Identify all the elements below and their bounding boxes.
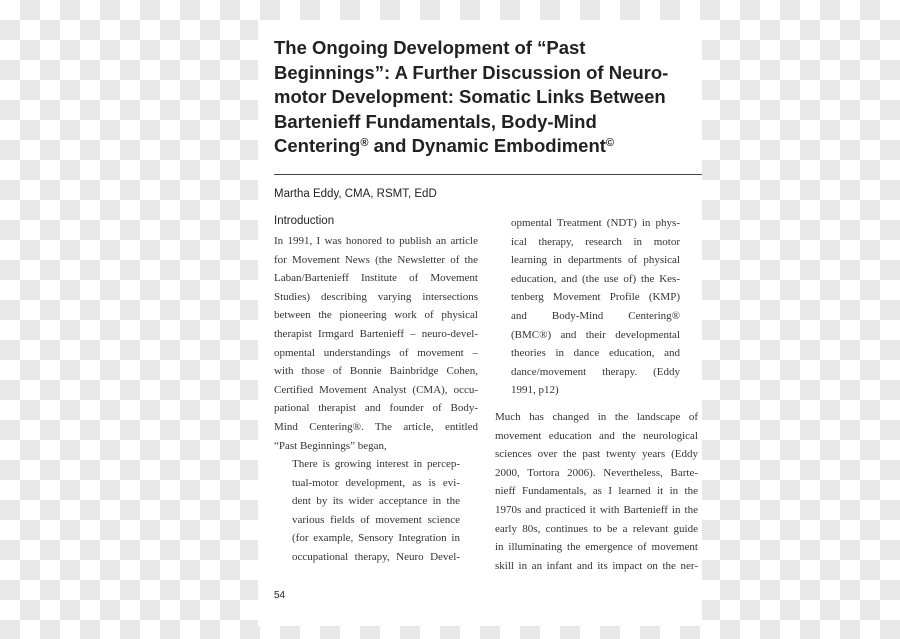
page-number: 54 xyxy=(274,590,286,601)
text-line: between the pioneering work of physical xyxy=(274,309,478,322)
text-line: tual-motor development, as is evi- xyxy=(292,476,460,489)
text-line: “Past Beginnings” began, xyxy=(274,439,387,452)
title-line: Beginnings”: A Further Discussion of Neuro- xyxy=(274,61,669,83)
copyright-mark: © xyxy=(605,137,615,150)
text-line: Studies) describing varying intersections xyxy=(274,290,478,303)
text-line: (for example, Sensory Integration in xyxy=(292,532,460,545)
title-line: motor Development: Somatic Links Between xyxy=(274,86,666,108)
text-line: for Movement News (the Newsletter of the xyxy=(274,253,478,266)
text-line: movement education and the neurological xyxy=(495,429,698,442)
text-line: There is growing interest in percep- xyxy=(292,458,460,470)
block-quote-start xyxy=(292,455,460,567)
text-line: (BMC®) and their developmental xyxy=(511,328,680,341)
paper-page xyxy=(258,20,702,626)
text-line: education, and (the use of) the Kes- xyxy=(511,272,680,285)
text-line: dent by its wider acceptance in the xyxy=(292,495,460,508)
title-line: Bartenieff Fundamentals, Body-Mind xyxy=(274,110,597,132)
right-column-text xyxy=(495,408,698,575)
text-line: Laban/Bartenieff Institute of Movement xyxy=(274,272,478,285)
text-line: sciences over the past twenty years (Eddy xyxy=(495,448,698,461)
text-line: In 1991, I was honored to publish an article xyxy=(274,235,478,247)
text-line: pational therapist and founder of Body- xyxy=(274,402,478,415)
title-line: The Ongoing Development of “Past xyxy=(274,37,586,58)
section-heading: Introduction xyxy=(274,215,335,227)
author-byline: Martha Eddy, CMA, RSMT, EdD xyxy=(274,188,437,200)
registered-mark: ® xyxy=(360,137,369,150)
block-quote-continued xyxy=(511,214,680,400)
text-line: early 80s, continues to be a relevant guide xyxy=(495,522,698,535)
text-line: learning in departments of physical xyxy=(511,254,680,267)
text-line: ical therapy, research in motor xyxy=(511,235,680,248)
text-line: nieff Fundamentals, as I learned it in the xyxy=(495,485,698,498)
text-line: skill in an infant and its impact on the ner- xyxy=(495,559,698,572)
title-line: and Dynamic Embodiment xyxy=(368,135,606,157)
title-line: Centering xyxy=(274,135,361,157)
text-line: and Body-Mind Centering® xyxy=(511,309,680,322)
text-line: Much has changed in the landscape of xyxy=(495,411,698,423)
article-title xyxy=(274,36,694,159)
text-line: various fields of movement science xyxy=(292,513,460,526)
text-line: in illuminating the emergence of movement xyxy=(495,541,698,554)
text-line: 2000, Tortora 2006). Nevertheless, Barte- xyxy=(495,466,698,479)
text-line: dance/movement therapy. (Eddy xyxy=(511,365,680,378)
text-line: with those of Bonnie Bainbridge Cohen, xyxy=(274,365,478,378)
text-line: tenberg Movement Profile (KMP) xyxy=(511,291,680,304)
text-line: Mind Centering®. The article, entitled xyxy=(274,420,478,433)
text-line: 1991, p12) xyxy=(511,384,559,397)
text-line: 1970s and practiced it with Bartenieff in the xyxy=(495,503,698,516)
text-line: Certified Movement Analyst (CMA), occu- xyxy=(274,383,478,396)
text-line: occupational therapy, Neuro Devel- xyxy=(292,550,460,563)
text-line: therapist Irmgard Bartenieff – neuro-devel- xyxy=(274,327,478,340)
text-line: theories in dance education, and xyxy=(511,347,680,360)
text-line: opmental understandings of movement – xyxy=(274,346,478,359)
left-column-text xyxy=(274,232,478,455)
title-divider xyxy=(274,174,702,175)
text-line: opmental Treatment (NDT) in phys- xyxy=(511,217,680,229)
